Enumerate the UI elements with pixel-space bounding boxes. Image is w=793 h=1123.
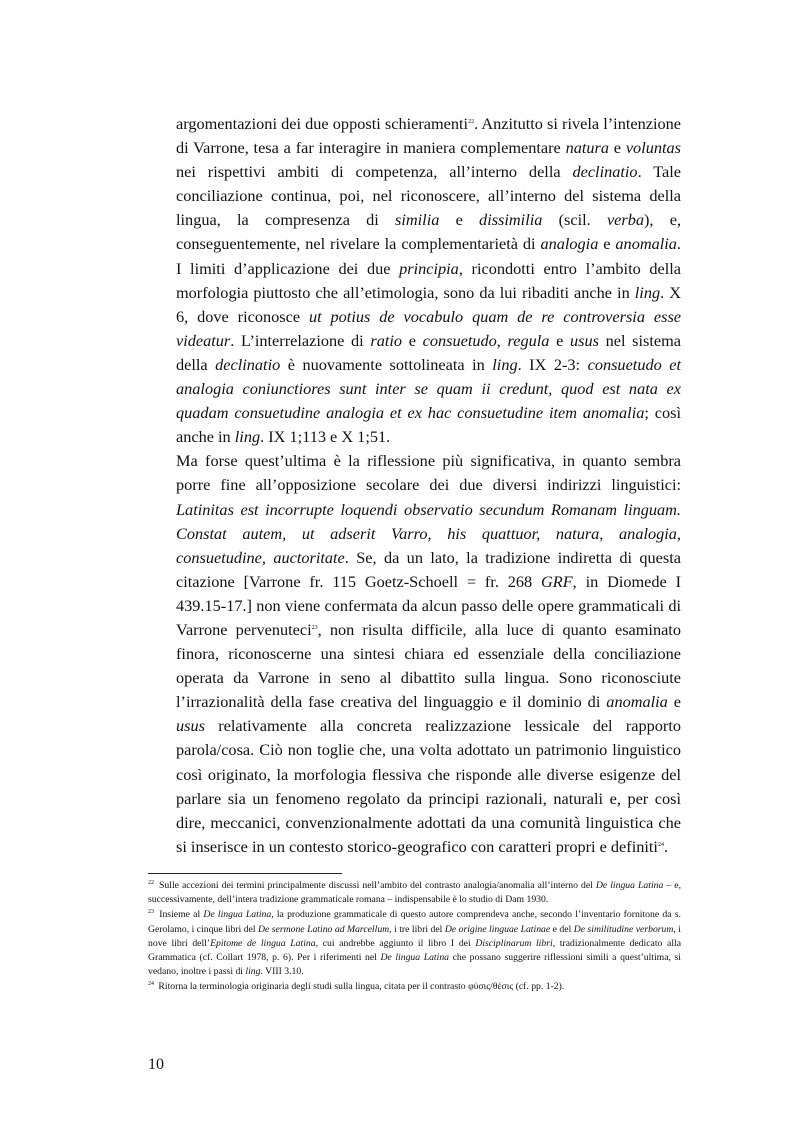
footnote-24: $^{24}$ Ritorna la terminologia originaria degli studi sulla lingua, citata per il contrasto φύσις/θέσις (cf. pp. 1-2). [148, 981, 565, 993]
footnote-23: $^{23}$ Insieme al De lingua Latina, la produzione grammaticale di questo autore comprendeva anche, secondo l’inventario fornitone da s. Gerolamo, i cinque libri del De sermone Latino ad Marcellum, i tre libri del De origine linguae Latinae e del De similitudine verborum, i nove libri dell’Epitome de lingua Latina, cui andrebbe aggiunto il libro I dei Disciplinarum libri, tradizionalmente dedicato alla Grammatica (cf. Collart 1978, p. 6). Per i riferimenti nel De lingua Latina che possano suggerire riflessioni simili a quest’ultima, si vedano, inoltre i passi di ling. VIII 3.10. [148, 909, 682, 978]
footnote-separator [148, 873, 342, 874]
paragraph-1: argomentazioni dei due opposti schieramenti$^{22}$. Anzitutto si rivela l’intenzione di Varrone, tesa a far interagire in maniera complementare natura e voluntas nei rispettivi ambiti di competenza, all’interno della declinatio. Tale conciliazione continua, poi, nel riconoscere, all’interno del sistema della lingua, la compresenza di similia e dissimilia (scil. verba), e, conseguentemente, nel rivelare la complementarietà di analogia e anomalia. I limiti d’applicazione dei due principia, ricondotti entro l’ambito della morfologia piuttosto che all’etimologia, sono da lui ribaditi anche in ling. X 6, dove riconosce ut potius de vocabulo quam de re controversia esse videatur. L’interrelazione di ratio e consuetudo, regula e usus nel sistema della declinatio è nuovamente sottolineata in ling. IX 2-3: consuetudo et analogia coniunctiores sunt inter se quam ii credunt, quod est nata ex quadam consuetudine analogia et ex hac consuetudine item anomalia; così anche in ling. IX 1;113 e X 1;51. [176, 114, 682, 447]
body-text [176, 112, 681, 859]
footnote-ref-24[interactable]: 24 [657, 841, 664, 848]
footnotes [148, 879, 681, 996]
paragraph-2: Ma forse quest’ultima è la riflessione più significativa, in quanto sembra porre fine all’opposizione secolare dei due diversi indirizzi linguistici: Latinitas est incorrupte loquendi observatio secundum Romanam linguam. Constat autem, ut adserit Varro, his quattuor, natura, analogia, consuetudine, auctoritate. Se, da un lato, la tradizione indiretta di questa citazione [Varrone fr. 115 Goetz-Schoell = fr. 268 GRF, in Diomede I 439.15-17.] non viene confermata da alcun passo delle opere grammaticali di Varrone pervenuteci$^{23}$, non risulta difficile, alla luce di quanto esaminato finora, riconoscerne una sintesi chiara ed essenziale della conciliazione operata da Varrone in seno al dibattito sulla lingua. Sono riconosciute l’irrazionalità della fase creativa del linguaggio e il dominio di anomalia e usus relativamente alla concreta realizzazione lessicale del rapporto parola/cosa. Ciò non toglie che, una volta adottato un patrimonio linguistico così originato, la morfologia flessiva che risponde alle diverse esigenze del parlare sia un fenomeno regolato da principi razionali, naturali e, per così dire, meccanici, convenzionalmente adottati da una comunità linguistica che si inserisce in un contesto storico-geografico con caratteri propri e definiti$^{24}$. [176, 451, 682, 856]
footnote-ref-23[interactable]: 23 [311, 624, 318, 631]
page-number: 10 [148, 1056, 164, 1073]
footnote-22: $^{22}$ Sulle accezioni dei termini principalmente discussi nell’ambito del contrasto analogia/anomalia all’interno del De lingua Latina – e, successivamente, dell’intera tradizione grammaticale romana – indispensabile è lo studio di Dam 1930. [148, 880, 681, 906]
footnote-ref-22[interactable]: 22 [468, 119, 475, 125]
